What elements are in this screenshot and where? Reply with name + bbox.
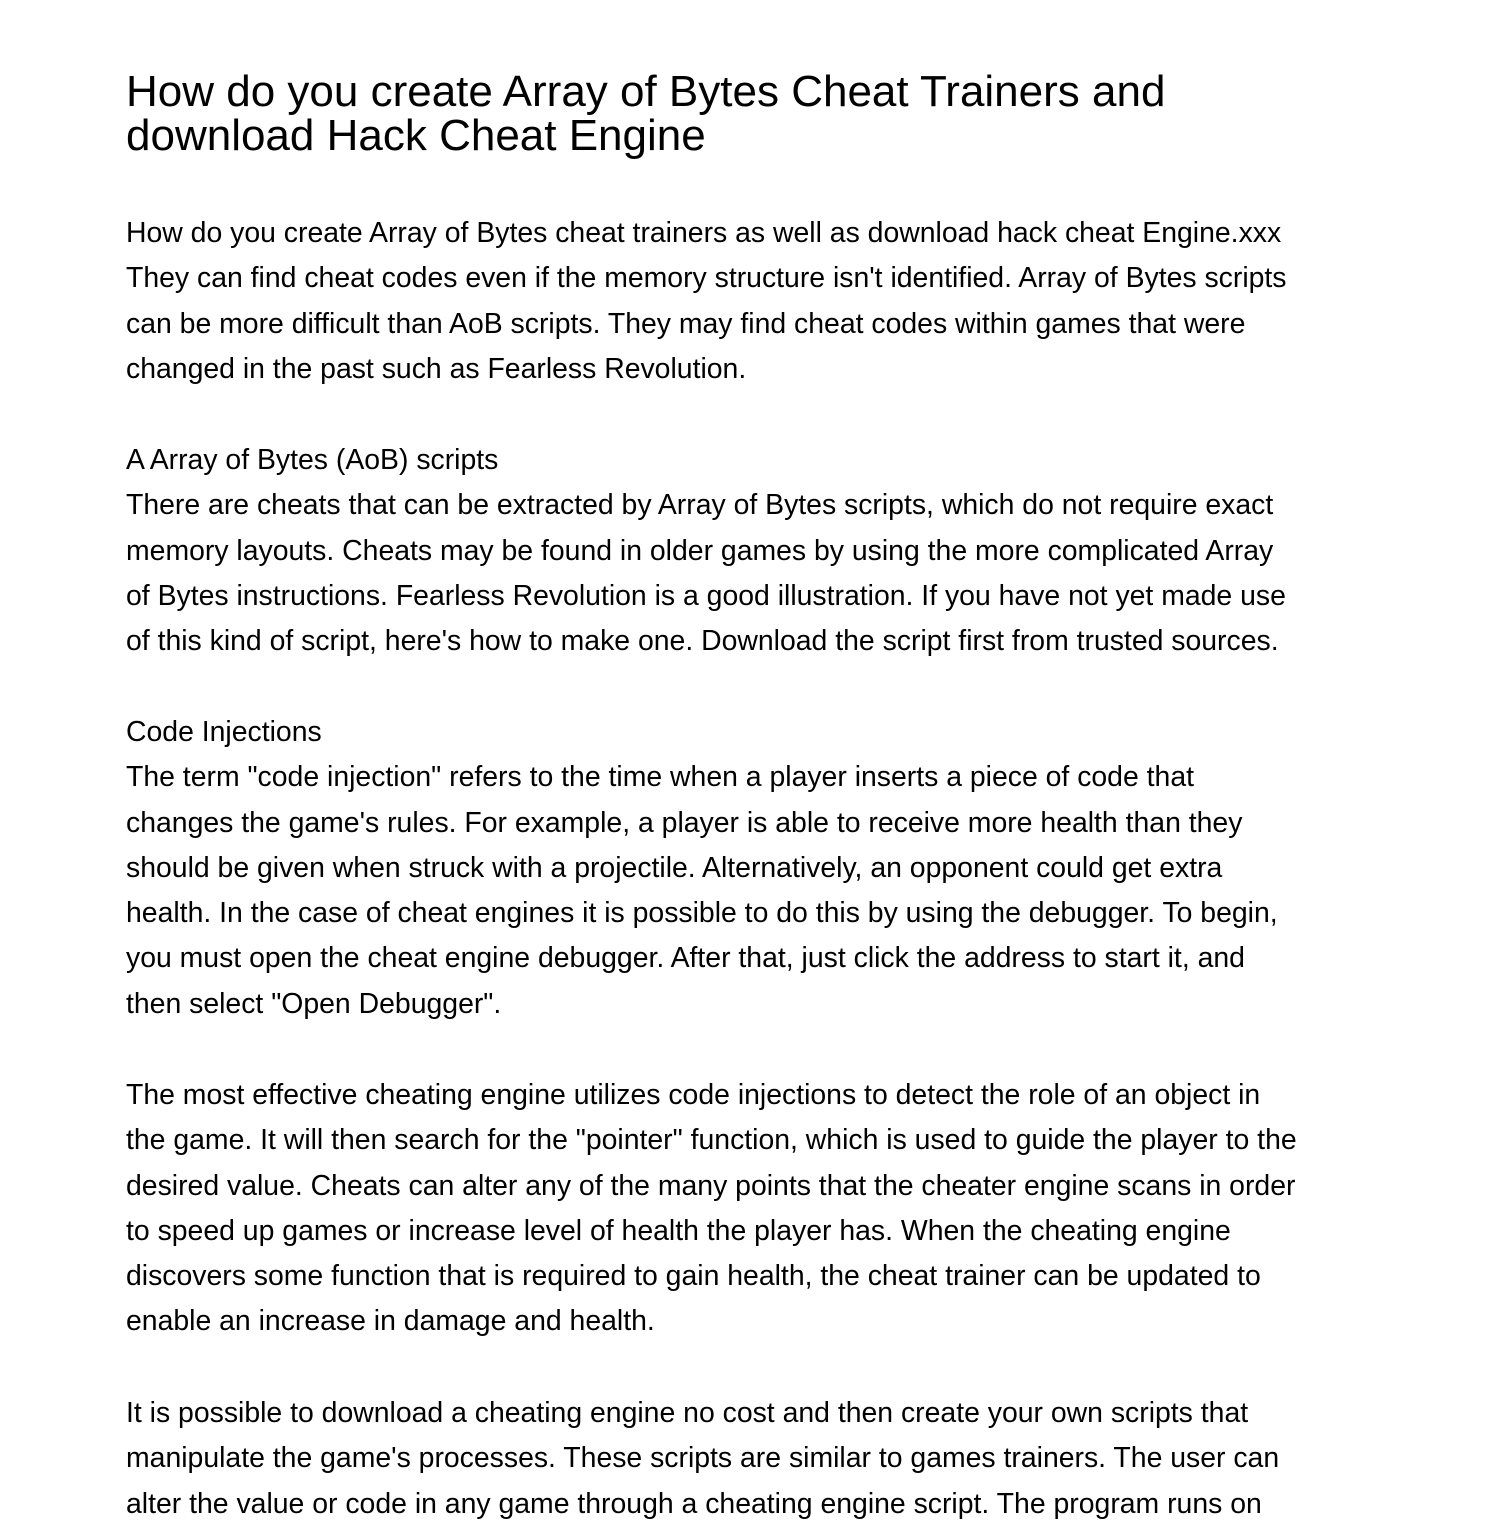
text-line: manipulate the game's processes. These scripts are similar to games trainers. The user can (126, 1442, 1280, 1475)
title-line: How do you create Array of Bytes Cheat Trainers and (126, 67, 1166, 116)
text-line: There are cheats that can be extracted by Array of Bytes scripts, which do not require exact (126, 489, 1274, 522)
section-heading-aob: A Array of Bytes (AoB) scripts (126, 444, 499, 476)
text-line: changed in the past such as Fearless Revolution. (126, 352, 747, 385)
paragraph-effective-engine (126, 1073, 1388, 1345)
text-line: enable an increase in damage and health. (126, 1305, 655, 1338)
section-aob (126, 438, 1388, 664)
text-line: The term "code injection" refers to the time when a player inserts a piece of code that (126, 761, 1195, 794)
text-line: desired value. Cheats can alter any of the many points that the cheater engine scans in order (126, 1169, 1296, 1202)
text-line: to speed up games or increase level of health the player has. When the cheating engine (126, 1214, 1231, 1247)
intro-paragraph (126, 211, 1388, 392)
title-line: download Hack Cheat Engine (126, 111, 706, 160)
text-line: How do you create Array of Bytes cheat trainers as well as download hack cheat Engine.xxx (126, 217, 1282, 249)
text-line: should be given when struck with a projectile. Alternatively, an opponent could get extra (126, 851, 1223, 884)
paragraph-download-engine (126, 1391, 1388, 1527)
text-line: It is possible to download a cheating engine no cost and then create your own scripts that (126, 1397, 1249, 1429)
section-code-injections (126, 710, 1388, 1027)
text-line: then select "Open Debugger". (126, 987, 502, 1020)
text-line: changes the game's rules. For example, a player is able to receive more health than they (126, 806, 1243, 839)
text-line: discovers some function that is required to gain health, the cheat trainer can be updated to (126, 1260, 1261, 1293)
section-heading-code-injections: Code Injections (126, 716, 322, 748)
text-line: you must open the cheat engine debugger. After that, just click the address to start it, and (126, 942, 1245, 975)
text-line: alter the value or code in any game through a cheating engine script. The program runs on (126, 1487, 1262, 1520)
text-line: The most effective cheating engine utilizes code injections to detect the role of an object in (126, 1079, 1261, 1111)
text-line: health. In the case of cheat engines it is possible to do this by using the debugger. To begin, (126, 897, 1278, 930)
text-line: the game. It will then search for the "pointer" function, which is used to guide the player to the (126, 1124, 1297, 1157)
text-line: of Bytes instructions. Fearless Revolution is a good illustration. If you have not yet made use (126, 579, 1286, 612)
text-line: of this kind of script, here's how to make one. Download the script first from trusted sources. (126, 625, 1279, 658)
text-line: They can find cheat codes even if the memory structure isn't identified. Array of Bytes scripts (126, 262, 1287, 295)
text-line: can be more difficult than AoB scripts. They may find cheat codes within games that were (126, 307, 1246, 340)
document-title (126, 67, 1376, 160)
text-line: memory layouts. Cheats may be found in older games by using the more complicated Array (126, 534, 1274, 567)
